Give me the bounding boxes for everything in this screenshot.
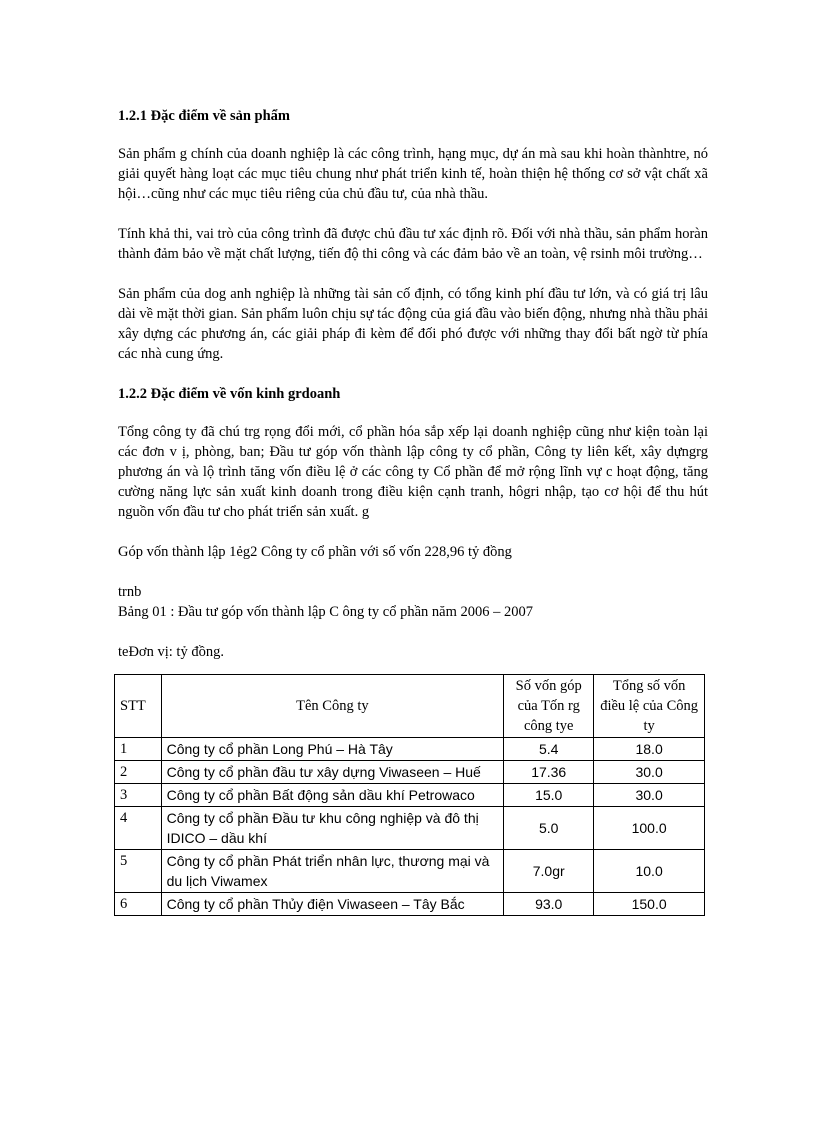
table-row [115,807,705,850]
header-stt: STT [115,675,162,738]
cell-stt: 6 [115,893,162,916]
header-company-name: Tên Công ty [161,675,504,738]
cell-charter-capital: 100.0 [594,807,705,850]
cell-company-name: Công ty cổ phần Long Phú – Hà Tây [161,738,504,761]
cell-company-name: Công ty cổ phần Thủy điện Viwaseen – Tây Bắc [161,893,504,916]
cell-company-name: Công ty cổ phần Phát triển nhân lực, thương mại và du lịch Viwamex [161,850,504,893]
table-row [115,893,705,916]
paragraph-product-1: Sản phẩm g chính của doanh nghiệp là các công trình, hạng mục, dự án mà sau khi hoàn thànhtre, nó giải quyết hàng loạt các mục tiêu chung như phát triển kinh tế, hoàn thiện hệ thống cơ sở vật chất xã hội…cũng như các mục tiêu riêng của chủ đầu tư, của nhà thầu. [118,146,708,202]
cell-charter-capital: 30.0 [594,761,705,784]
table-row [115,761,705,784]
header-contribution: Số vốn góp của Tốn rg công tye [504,675,594,738]
cell-stt: 4 [115,807,162,850]
unit-note: teĐơn vị: tỷ đồng. [118,644,224,660]
cell-charter-capital: 18.0 [594,738,705,761]
cell-company-name: Công ty cổ phần đầu tư xây dựng Viwaseen – Huế [161,761,504,784]
cell-contribution: 5.0 [504,807,594,850]
table-caption: Bảng 01 : Đầu tư góp vốn thành lập C ông ty cổ phần năm 2006 – 2007 [118,604,534,620]
section-heading-capital: 1.2.2 Đặc điểm về vốn kinh grdoanh [118,386,341,402]
cell-charter-capital: 10.0 [594,850,705,893]
paragraph-product-3: Sản phẩm của dog anh nghiệp là những tài sản cố định, có tổng kinh phí đầu tư lớn, và có giá trị lâu dài về mặt thời gian. Sản phẩm luôn chịu sự tác động của giá đầu vào biến động, nhưng nhà thầu phải xây dựng các phương án, các giải pháp đi kèm để đối phó được với những thay đổi bất ngờ từ phía các nhà cung ứng. [118,286,708,362]
paragraph-capital-2: Góp vốn thành lập 1ẻg2 Công ty cổ phần với số vốn 228,96 tỷ đồng [118,544,512,560]
cell-contribution: 15.0 [504,784,594,807]
cell-contribution: 17.36 [504,761,594,784]
capital-contribution-table [114,674,705,916]
table-row [115,784,705,807]
table-row [115,738,705,761]
section-heading-product: 1.2.1 Đặc điểm về sản phẩm [118,108,290,124]
header-charter-capital: Tổng số vốn điều lệ của Công ty [594,675,705,738]
cell-charter-capital: 150.0 [594,893,705,916]
cell-contribution: 5.4 [504,738,594,761]
table-row [115,850,705,893]
cell-stt: 1 [115,738,162,761]
cell-contribution: 7.0gr [504,850,594,893]
cell-stt: 5 [115,850,162,893]
cell-company-name: Công ty cổ phần Bất động sản dầu khí Petrowaco [161,784,504,807]
table-header-row [115,675,705,738]
paragraph-capital-1: Tổng công ty đã chú trg rọng đổi mới, cổ phần hóa sắp xếp lại doanh nghiệp cũng như kiện toàn lại các đơn v ị, phòng, ban; Đầu tư góp vốn thành lập công ty cổ phần, Công ty liên kết, xây dựngrg phương án và lộ trình tăng vốn điều lệ ở các công ty Cổ phần để mở rộng lĩnh vự c hoạt động, tăng cường năng lực sản xuất kinh doanh trong điều kiện cạnh tranh, hôgri nhập, tạo cơ hội để thu hút nguồn vốn đầu tư cho phát triển sản xuất. g [118,424,708,520]
document-page [118,100,708,916]
cell-stt: 3 [115,784,162,807]
paragraph-product-2: Tính khả thi, vai trò của công trình đã được chủ đầu tư xác định rõ. Đối với nhà thầu, sản phẩm horàn thành đảm bảo về mặt chất lượng, tiến độ thi công và các đảm bảo về an toàn, vệ rsinh môi trường… [118,226,708,262]
cell-charter-capital: 30.0 [594,784,705,807]
stray-text: trnb [118,584,142,600]
cell-stt: 2 [115,761,162,784]
cell-contribution: 93.0 [504,893,594,916]
cell-company-name: Công ty cổ phần Đầu tư khu công nghiệp và đô thị IDICO – dầu khí [161,807,504,850]
